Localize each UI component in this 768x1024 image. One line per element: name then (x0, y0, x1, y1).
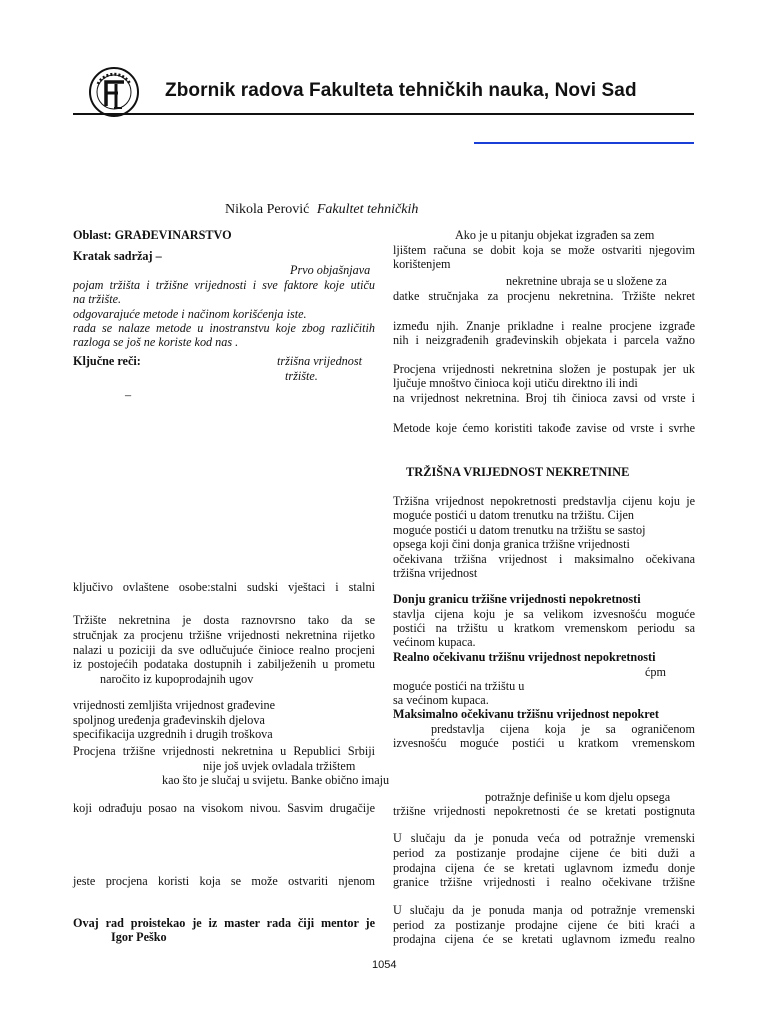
body-line: Ako je u pitanju objekat izgrađen sa zem (455, 228, 655, 242)
body-line: kao što je slučaj u svijetu. Banke obično imaju (162, 773, 390, 787)
body-line: prodajna cijena će se kretati uglavnom između realno (393, 932, 695, 946)
header-rule (73, 113, 694, 115)
body-line: stručnjak za procjenu tržišne vrijednosti nekretnina rijetko (73, 628, 375, 642)
body-line: potražnje definiše u kom djelu opsega (485, 790, 671, 804)
body-line: U slučaju da je ponuda veća od potražnje vremenski (393, 831, 695, 845)
body-line: nije još uvjek ovladala tržištem (203, 759, 356, 773)
body-line: sa većinom kupaca. (393, 693, 489, 707)
abstract-line: razloga se još ne koriste kod nas . (73, 335, 239, 349)
abstract-line: odgovarajuće metode i načinom korišćenja iste. (73, 307, 307, 321)
body-line: stavlja cijena koju je sa velikom izvesnošću moguće (393, 607, 695, 621)
dash: – (125, 388, 132, 402)
body-line: ljištem računa se dobit koja se može ostvariti njegovim (393, 243, 695, 257)
body-line: vrijednosti zemljišta vrijednost građevine (73, 698, 276, 712)
body-line: tržišna vrijednost (393, 566, 478, 580)
body-line: period za postizanje prodajne cijene će biti duži a (393, 846, 695, 860)
body-line: Tržišna vrijednost nepokretnosti predstavlja cijenu koju je (393, 494, 695, 508)
body-line: Procjena vrijednosti nekretnina složen je postupak jer uk (393, 362, 695, 376)
abstract-line: pojam tržišta i tržišne vrijednosti i sve faktore koje utiču (73, 278, 375, 292)
body-line: iz postojećih podataka dostupnih i zabilježenih u prometu (73, 657, 375, 671)
body-line: između njih. Znanje prikladne i realne procjene izgrađe (393, 319, 695, 333)
definition-title: Realno očekivanu tržišnu vrijednost nepokretnosti (393, 650, 656, 664)
body-line: Tržište nekretnina je dosta raznovrsno tako da se (73, 613, 375, 627)
footnote-line: Ovaj rad proistekao je iz master rada čiji mentor je (73, 916, 375, 930)
body-line: nih i neizgrađenih građevinskih objekata i parcela važno (393, 333, 695, 347)
body-line: nekretnine ubraja se u složene za (506, 274, 667, 288)
author-affiliation: Fakultet tehničkih (316, 202, 419, 217)
journal-title: Zbornik radova Fakulteta tehničkih nauka, Novi Sad (165, 80, 637, 101)
header-blue-rule (474, 142, 694, 144)
body-line: ćpm (645, 665, 666, 679)
body-line: ljučuje mnoštvo činioca koji utiču direktno ili indi (393, 376, 638, 390)
section-heading: TRŽIŠNA VRIJEDNOST NEKRETNINE (406, 465, 630, 479)
page-number: 1054 (372, 959, 397, 971)
definition-title: Maksimalno očekivanu tržišnu vrijednost nepokret (393, 707, 659, 721)
body-line: opsega koji čini donja granica tržišne vrijednosti (393, 537, 630, 551)
body-line: ključivo ovlaštene osobe:stalni sudski vještaci i stalni (73, 580, 375, 594)
body-line: naročito iz kupoprodajnih ugov (100, 672, 254, 686)
author-line (225, 202, 418, 218)
keywords-line: tržište. (285, 369, 318, 383)
body-line: izvesnošću moguće postići u kratkom vremenskom (393, 736, 695, 750)
abstract-label: Kratak sadržaj – (73, 249, 162, 263)
definition-title: Donju granicu tržišne vrijednosti nepokretnosti (393, 592, 641, 606)
abstract-line: rada se nalaze metode u inostranstvu koje zbog različitih (73, 321, 375, 335)
ftn-logo (88, 66, 140, 118)
body-line: jeste procjena koristi koja se može ostvariti njenom (73, 874, 375, 888)
keywords-line: tržišna vrijednost (277, 354, 362, 368)
body-line: specifikacija uzgrednih i drugih troškova (73, 727, 273, 741)
body-line: moguće postići u datom trenutku na tržištu. Cijen (393, 508, 634, 522)
abstract-line: Prvo objašnjava (290, 263, 371, 277)
field-label: Oblast: GRAĐEVINARSTVO (73, 228, 232, 242)
body-line: većinom kupaca. (393, 635, 476, 649)
body-line: nalazi u poziciji da sve odlučujuće činioce realno procjeni (73, 643, 375, 657)
author-name: Nikola Perović (225, 202, 310, 217)
body-line: korištenjem (393, 257, 451, 271)
body-line: Metode koje ćemo koristiti takođe zavise od vrste i svrhe (393, 421, 695, 435)
keywords-label: Ključne reči: (73, 354, 141, 368)
body-line: moguće postići u datom trenutku na tržištu se sastoj (393, 523, 646, 537)
body-line: moguće postići na tržištu u (393, 679, 525, 693)
body-line: prodajna cijena će se kretati uglavnom između donje (393, 861, 695, 875)
body-line: datke stručnjaka za procjenu nekretnina. Tržište nekret (393, 289, 695, 303)
body-line: koji odrađuju posao na visokom nivou. Sasvim drugačije (73, 801, 375, 815)
body-line: očekivana tržišna vrijednost i maksimalno očekivana (393, 552, 695, 566)
body-line: granice tržišne vrijednosti i realno očekivane tržišne (393, 875, 695, 889)
body-line: U slučaju da je ponuda manja od potražnje vremenski (393, 903, 695, 917)
footnote-line: Igor Peško (111, 930, 167, 944)
body-line: tržišne vrijednosti nepokretnosti će se kretati postignuta (393, 804, 695, 818)
body-line: Procjena tržišne vrijednosti nekretnina u Republici Srbiji (73, 744, 375, 758)
body-line: spoljnog uređenja građevinskih djelova (73, 713, 265, 727)
body-line: postići na tržištu u kratkom vremenskom periodu sa (393, 621, 695, 635)
body-line: na vrijednost nekretnina. Broj tih činioca zavsi od vrste i (393, 391, 695, 405)
abstract-line: na tržište. (73, 292, 122, 306)
body-line: predstavlja cijena koja je sa ograničenom (431, 722, 695, 736)
body-line: period za postizanje prodajne cijene će biti kraći a (393, 918, 695, 932)
